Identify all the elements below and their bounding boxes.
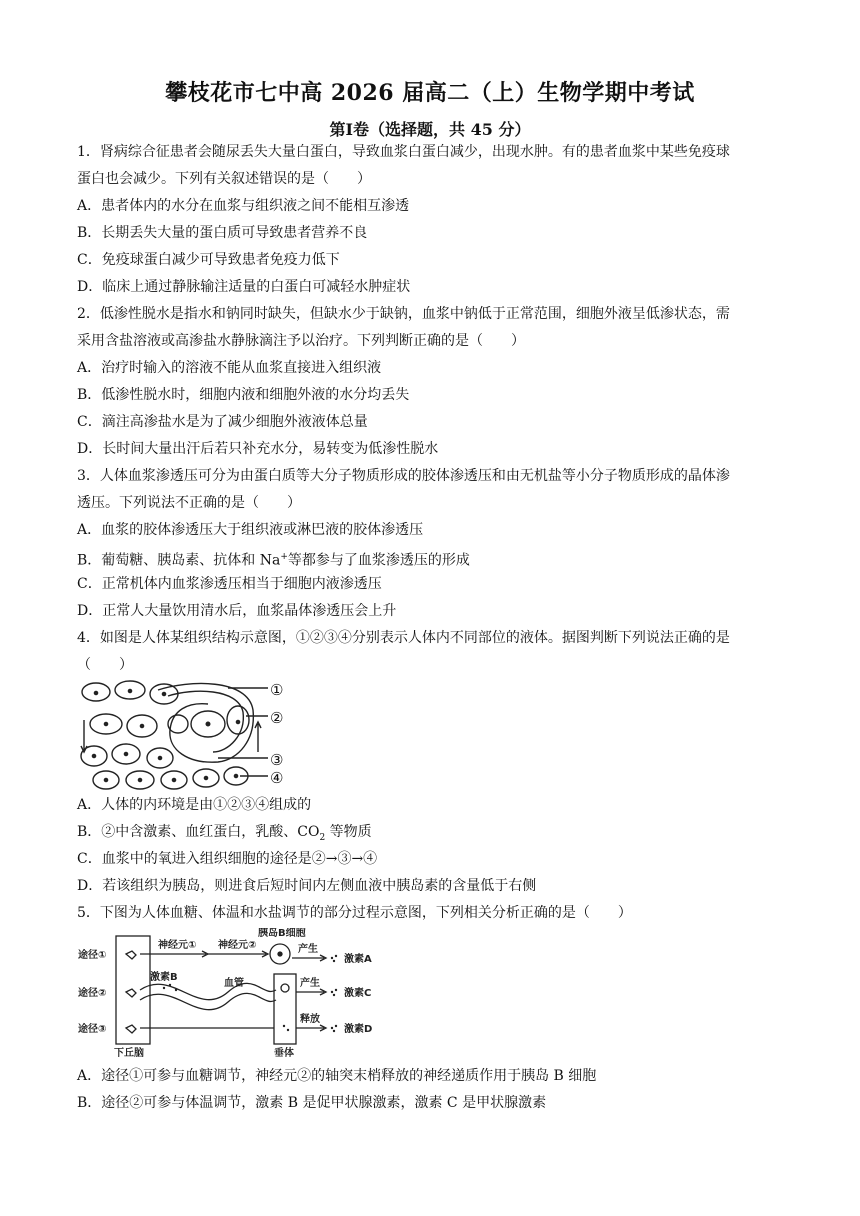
hormoneB-label: 激素B — [150, 972, 178, 983]
release-label: 释放 — [300, 1014, 320, 1025]
q1-option-c: C．免疫球蛋白减少可导致患者免疫力低下 — [77, 252, 340, 268]
route3-label: 途径③ — [78, 1024, 107, 1035]
hormoneD-label: 激素D — [344, 1024, 373, 1035]
produce1-label: 产生 — [298, 944, 318, 955]
q5-option-a: A．途径①可参与血糖调节，神经元②的轴突末梢释放的神经递质作用于胰岛 B 细胞 — [77, 1068, 597, 1084]
sodium-charge: + — [280, 552, 288, 562]
q4-stem-line2: （ ） — [77, 657, 133, 673]
route2-label: 途径② — [78, 988, 107, 999]
q2-option-b: B．低渗性脱水时，细胞内液和细胞外液的水分均丢失 — [77, 387, 410, 403]
q3-option-c: C．正常机体内血浆渗透压相当于细胞内液渗透压 — [77, 576, 382, 592]
hypothalamus-label: 下丘脑 — [114, 1048, 144, 1059]
fig4-label-1: ① — [270, 681, 284, 699]
neuron2-label: 神经元② — [218, 940, 257, 951]
section-heading: 第Ⅰ卷（选择题，共 45 分） — [329, 120, 531, 139]
q4-option-c: C．血浆中的氧进入组织细胞的途径是②→③→④ — [77, 851, 378, 867]
q4-option-b-text: B．②中含激素、血红蛋白，乳酸、CO — [77, 824, 320, 840]
fig4-label-2: ② — [270, 709, 284, 727]
fig4-label-3: ③ — [270, 751, 284, 769]
q3-option-a: A．血浆的胶体渗透压大于组织液或淋巴液的胶体渗透压 — [77, 522, 424, 538]
produce2-label: 产生 — [300, 978, 320, 989]
regulation-pathway-diagram — [78, 928, 418, 1060]
q2-option-a: A．治疗时输入的溶液不能从血浆直接进入组织液 — [77, 360, 382, 376]
q3-option-b — [77, 547, 470, 571]
hormoneA-label: 激素A — [344, 954, 372, 965]
q1-option-a: A．患者体内的水分在血浆与组织液之间不能相互渗透 — [77, 198, 410, 214]
q3-stem-line2: 透压。下列说法不正确的是（ ） — [77, 495, 301, 511]
q2-option-c: C．滴注高渗盐水是为了减少细胞外液液体总量 — [77, 414, 368, 430]
q1-stem-line1: 1．肾病综合征患者会随尿丢失大量白蛋白，导致血浆白蛋白减少，出现水肿。有的患者血浆中某些免疫球 — [77, 144, 730, 160]
q4-option-b — [77, 822, 372, 848]
q4-option-a: A．人体的内环境是由①②③④组成的 — [77, 797, 312, 813]
route1-label: 途径① — [78, 950, 107, 961]
q2-stem-line1: 2．低渗性脱水是指水和钠同时缺失，但缺水少于缺钠，血浆中钠低于正常范围，细胞外液呈低渗状态，需 — [77, 306, 730, 322]
fig4-label-4: ④ — [270, 769, 284, 787]
q5-stem: 5．下图为人体血糖、体温和水盐调节的部分过程示意图，下列相关分析正确的是（ ） — [77, 905, 632, 921]
hormoneC-label: 激素C — [344, 988, 372, 999]
pituitary-label: 垂体 — [274, 1048, 294, 1059]
exam-title: 攀枝花市七中高 2026 届高二（上）生物学期中考试 — [165, 80, 695, 106]
q4-option-b-rest: 等物质 — [325, 824, 372, 840]
q3-stem-line1: 3．人体血浆渗透压可分为由蛋白质等大分子物质形成的胶体渗透压和由无机盐等小分子物质形成的晶体渗 — [77, 468, 730, 484]
q3-option-b-rest: 等都参与了血浆渗透压的形成 — [287, 552, 470, 569]
islet-label: 胰岛B细胞 — [258, 928, 306, 939]
q2-stem-line2: 采用含盐溶液或高渗盐水静脉滴注予以治疗。下列判断正确的是（ ） — [77, 333, 525, 349]
co2-subscript: 2 — [319, 832, 326, 843]
q1-option-d: D．临床上通过静脉输注适量的白蛋白可减轻水肿症状 — [77, 279, 411, 295]
q5-option-b: B．途径②可参与体温调节，激素 B 是促甲状腺激素，激素 C 是甲状腺激素 — [77, 1095, 547, 1111]
q1-option-b: B．长期丢失大量的蛋白质可导致患者营养不良 — [77, 225, 368, 241]
q2-option-d: D．长时间大量出汗后若只补充水分，易转变为低渗性脱水 — [77, 441, 439, 457]
q4-stem-line1: 4．如图是人体某组织结构示意图，①②③④分别表示人体内不同部位的液体。据图判断下列说法正确的是 — [77, 630, 730, 646]
q3-option-b-text: B．葡萄糖、胰岛素、抗体和 Na — [77, 552, 281, 569]
q1-stem-line2: 蛋白也会减少。下列有关叙述错误的是（ ） — [77, 171, 371, 187]
neuron1-label: 神经元① — [158, 940, 197, 951]
vessel-label: 血管 — [224, 978, 244, 989]
q3-option-d: D．正常人大量饮用清水后，血浆晶体渗透压会上升 — [77, 603, 397, 619]
q4-option-d: D．若该组织为胰岛，则进食后短时间内左侧血液中胰岛素的含量低于右侧 — [77, 878, 537, 894]
